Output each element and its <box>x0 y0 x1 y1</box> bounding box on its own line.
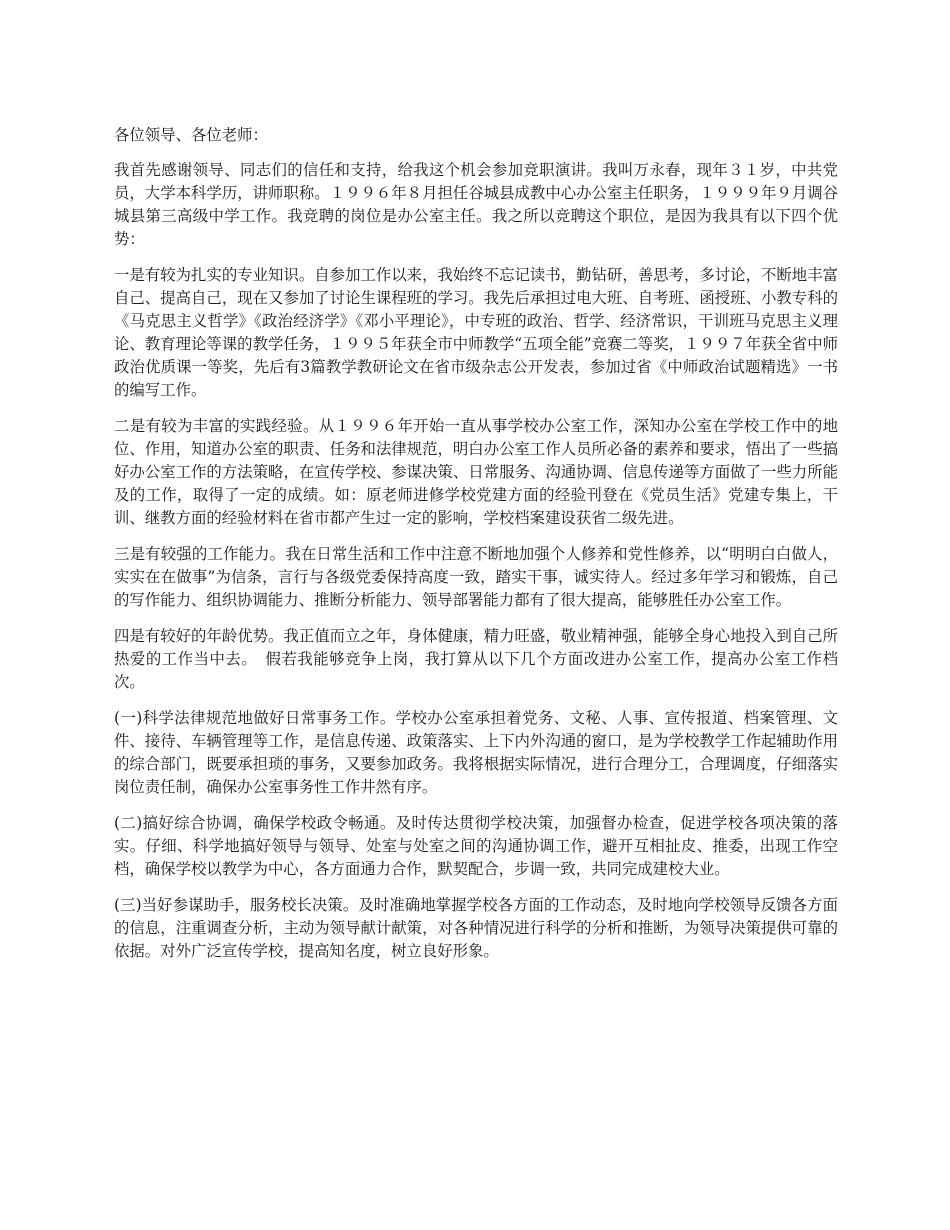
document-body <box>114 124 838 976</box>
greeting-line: 各位领导、各位老师： <box>114 126 268 144</box>
paragraph-plan-3: (三)当好参谋助手，服务校长决策。及时准确地掌握学校各方面的工作动态，及时地向学校领导反馈各方面的信息，注重调查分析，主动为领导献计献策，对各种情况进行科学的分析和推断，为领导决策提供可靠的依据。对外广泛宣传学校，提高知名度，树立良好形象。 <box>114 896 838 960</box>
paragraph-plan-1: (一)科学法律规范地做好日常事务工作。学校办公室承担着党务、文秘、人事、宣传报道、档案管理、文件、接待、车辆管理等工作，是信息传递、政策落实、上下内外沟通的窗口，是为学校教学工作起辅助作用的综合部门，既要承担琐的事务，又要参加政务。我将根据实际情况，进行合理分工，合理调度，仔细落实岗位责任制，确保办公室事务性工作井然有序。 <box>114 709 838 796</box>
paragraph-advantage-experience: 二是有较为丰富的实践经验。从１９９６年开始一直从事学校办公室工作，深知办公室在学校工作中的地位、作用，知道办公室的职责、任务和法律规范，明白办公室工作人员所必备的素养和要求，悟出了一些搞好办公室工作的方法策略，在宣传学校、参谋决策、日常服务、沟通协调、信息传递等方面做了一些力所能及的工作，取得了一定的成绩。如：原老师进修学校党建方面的经验刊登在《党员生活》党建专集上，干训、继教方面的经验材料在省市都产生过一定的影响，学校档案建设获省二级先进。 <box>114 417 838 527</box>
paragraph-advantage-age: 四是有较好的年龄优势。我正值而立之年，身体健康，精力旺盛，敬业精神强，能够全身心地投入到自己所热爱的工作当中去。 假若我能够竞争上岗，我打算从以下几个方面改进办公室工作，提高办公室工作档次。 <box>114 627 838 691</box>
paragraph-intro: 我首先感谢领导、同志们的信任和支持，给我这个机会参加竞职演讲。我叫万永春，现年３１岁，中共党员，大学本科学历，讲师职称。１９９６年８月担任谷城县成教中心办公室主任职务，１９９９年９月调谷城县第三高级中学工作。我竞聘的岗位是办公室主任。我之所以竞聘这个职位，是因为我具有以下四个优势： <box>114 161 838 248</box>
paragraph-plan-2: (二)搞好综合协调，确保学校政令畅通。及时传达贯彻学校决策，加强督办检查，促进学校各项决策的落实。仔细、科学地搞好领导与领导、处室与处室之间的沟通协调工作，避开互相扯皮、推委，出现工作空档，确保学校以教学为中心，各方面通力合作，默契配合，步调一致，共同完成建校大业。 <box>114 814 838 878</box>
paragraph-advantage-knowledge: 一是有较为扎实的专业知识。自参加工作以来，我始终不忘记读书，勤钻研，善思考，多讨论，不断地丰富自己、提高自己，现在又参加了讨论生课程班的学习。我先后承担过电大班、自考班、函授班、小教专科的《马克思主义哲学》《政治经济学》《邓小平理论》，中专班的政治、哲学、经济常识，干训班马克思主义理论、教育理论等课的教学任务，１９９５年获全市中师教学“五项全能”竞赛二等奖，１９９７年获全省中师政治优质课一等奖，先后有3篇教学教研论文在省市级杂志公开发表，参加过省《中师政治试题精选》一书的编写工作。 <box>114 266 838 399</box>
paragraph-advantage-ability: 三是有较强的工作能力。我在日常生活和工作中注意不断地加强个人修养和党性修养，以“明明白白做人，实实在在做事”为信条，言行与各级党委保持高度一致，踏实干事，诚实待人。经过多年学习和锻炼，自己的写作能力、组织协调能力、推断分析能力、领导部署能力都有了很大提高，能够胜任办公室工作。 <box>114 545 838 609</box>
